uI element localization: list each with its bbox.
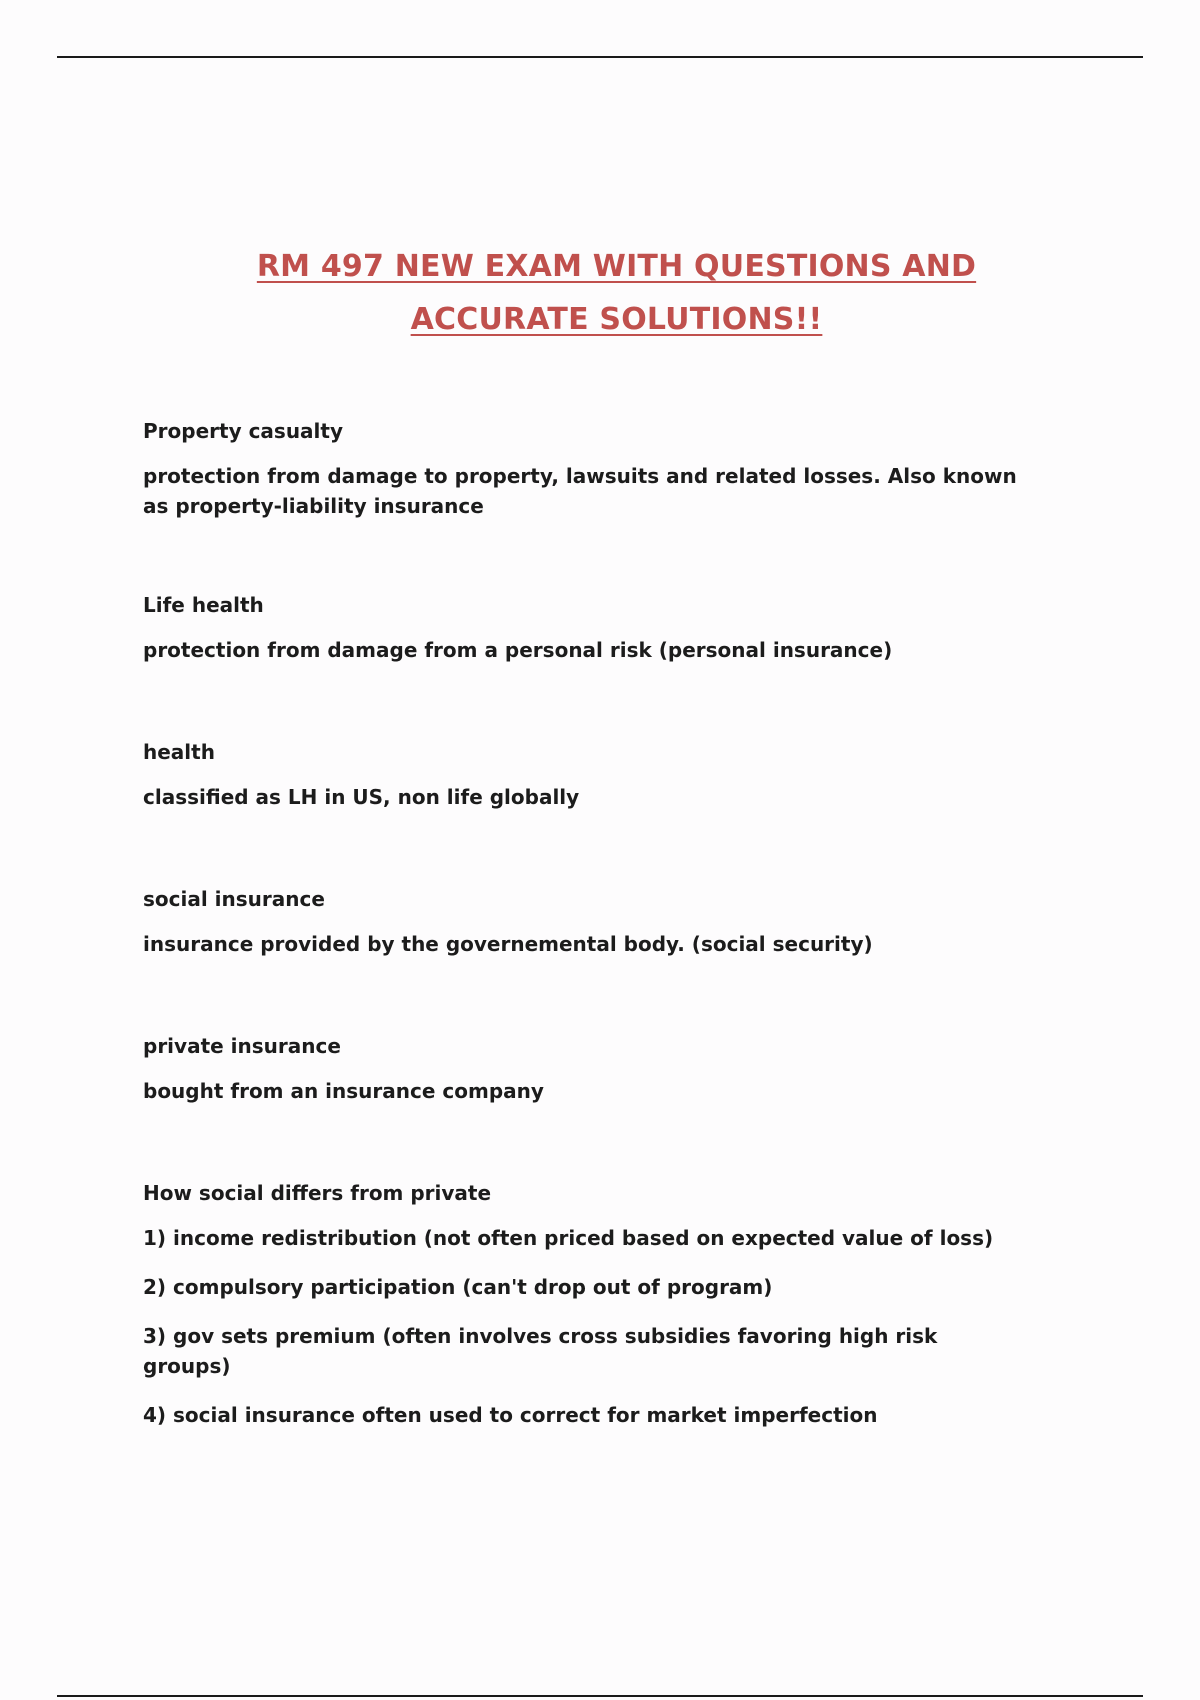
spacer — [143, 1106, 1023, 1175]
list-item: 4) social insurance often used to correct for market imperfection — [143, 1403, 878, 1427]
qa-entry — [143, 587, 1023, 665]
entry-term: health — [143, 740, 215, 764]
list-item: 1) income redistribution (not often priced based on expected value of loss) — [143, 1226, 994, 1250]
entry-term: How social differs from private — [143, 1181, 492, 1205]
document-body — [143, 413, 1023, 1449]
entry-definition: classified as LH in US, non life globally — [143, 785, 580, 809]
document-title — [0, 240, 1200, 346]
qa-entry — [143, 413, 1023, 521]
list-item: 2) compulsory participation (can't drop out of program) — [143, 1275, 773, 1299]
document-title-line-1: RM 497 NEW EXAM WITH QUESTIONS AND — [256, 249, 977, 284]
entry-term: Life health — [143, 593, 264, 617]
entry-term: Property casualty — [143, 419, 344, 443]
qa-entry — [143, 1028, 1023, 1106]
spacer — [143, 959, 1023, 1028]
entry-term: private insurance — [143, 1034, 341, 1058]
document-title-line-2: ACCURATE SOLUTIONS!! — [410, 302, 823, 337]
entry-definition: insurance provided by the governemental body. (social security) — [143, 932, 873, 956]
entry-term: social insurance — [143, 887, 325, 911]
header-rule — [57, 56, 1143, 58]
spacer — [143, 812, 1023, 881]
spacer — [143, 665, 1023, 734]
entry-definition: protection from damage to property, lawsuits and related losses. Also known as property-liability insurance — [143, 464, 1017, 518]
entry-definition: bought from an insurance company — [143, 1079, 544, 1103]
qa-entry — [143, 734, 1023, 812]
entry-definition: protection from damage from a personal risk (personal insurance) — [143, 638, 893, 662]
footer-rule — [57, 1695, 1143, 1697]
spacer — [143, 521, 1023, 587]
list-item: 3) gov sets premium (often involves cross subsidies favoring high risk groups) — [143, 1324, 938, 1378]
qa-list-entry — [143, 1175, 1023, 1430]
qa-entry — [143, 881, 1023, 959]
